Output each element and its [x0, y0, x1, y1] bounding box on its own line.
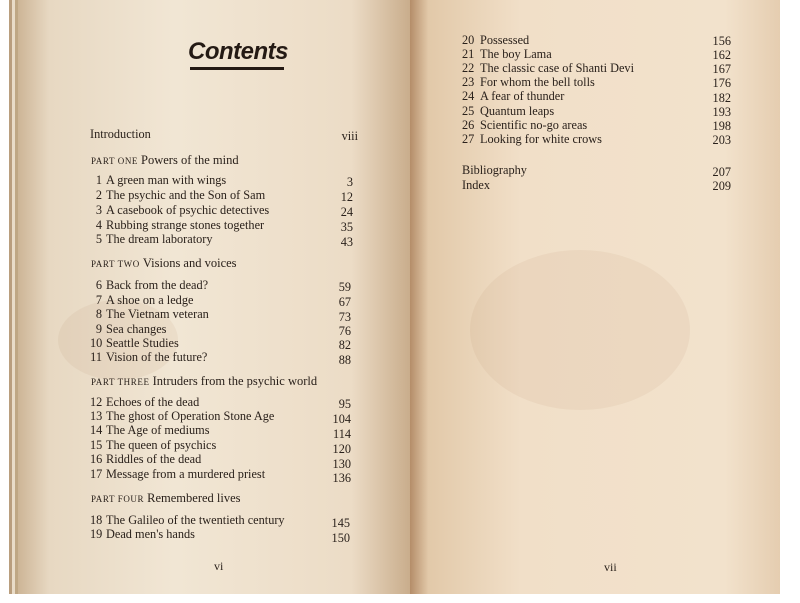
toc-page-number: 130 [332, 457, 351, 471]
toc-page-number: 67 [338, 295, 351, 309]
chapter-number: 26 [462, 118, 475, 132]
toc-chapter[interactable] [90, 395, 199, 409]
toc-chapter[interactable] [90, 203, 269, 217]
toc-chapter[interactable] [90, 513, 285, 527]
toc-label: Bibliography [462, 163, 527, 177]
toc-chapter[interactable] [462, 47, 552, 61]
toc-page-number: 145 [331, 516, 350, 530]
chapter-title: A fear of thunder [480, 89, 565, 103]
chapter-number: 6 [95, 278, 102, 292]
chapter-number: 11 [90, 350, 102, 364]
toc-chapter[interactable] [462, 33, 529, 47]
part-prefix: PART FOUR [91, 494, 145, 504]
chapter-number: 13 [90, 409, 103, 423]
chapter-title: The classic case of Shanti Devi [480, 61, 634, 75]
chapter-number: 21 [462, 47, 475, 61]
chapter-number: 3 [95, 203, 102, 217]
toc-page-number: 24 [340, 205, 353, 219]
part-heading [91, 491, 241, 506]
chapter-number: 16 [90, 452, 103, 466]
toc-chapter[interactable] [90, 467, 265, 481]
toc-page-number: 104 [332, 412, 351, 426]
chapter-number: 2 [95, 188, 102, 202]
chapter-title: The psychic and the Son of Sam [106, 188, 266, 202]
chapter-title: Quantum leaps [480, 104, 555, 118]
chapter-number: 19 [90, 527, 103, 541]
toc-page-number: 73 [338, 310, 351, 324]
chapter-number: 27 [462, 132, 475, 146]
toc-introduction[interactable] [90, 127, 151, 141]
toc-page-number: 59 [338, 280, 351, 294]
chapter-number: 22 [462, 61, 475, 75]
chapter-title: Dead men's hands [106, 527, 195, 541]
chapter-number: 12 [90, 395, 103, 409]
chapter-title: Seattle Studies [106, 336, 179, 350]
chapter-title: A casebook of psychic detectives [106, 203, 270, 217]
toc-chapter[interactable] [90, 336, 179, 350]
toc-page-number: 76 [338, 324, 351, 338]
chapter-number: 5 [95, 232, 102, 246]
page-stain [470, 250, 690, 410]
toc-page-number: 207 [712, 165, 731, 179]
toc-page-number: 35 [340, 220, 353, 234]
chapter-number: 8 [95, 307, 102, 321]
toc-page-number: 88 [338, 353, 351, 367]
chapter-title: Back from the dead? [106, 278, 209, 292]
chapter-title: Message from a murdered priest [106, 467, 266, 481]
chapter-title: Echoes of the dead [106, 395, 200, 409]
chapter-title: Sea changes [106, 322, 167, 336]
toc-chapter[interactable] [462, 104, 554, 118]
toc-page-number: 3 [346, 175, 353, 189]
toc-chapter[interactable] [462, 118, 587, 132]
open-book [14, 0, 780, 594]
chapter-number: 25 [462, 104, 475, 118]
part-name: Remembered lives [147, 491, 241, 505]
toc-page-number: 82 [338, 338, 351, 352]
title-underline [190, 67, 284, 70]
toc-page-number: 156 [712, 34, 731, 48]
toc-chapter[interactable] [90, 423, 209, 437]
toc-page-number: 162 [712, 48, 731, 62]
chapter-number: 18 [90, 513, 103, 527]
left-page [18, 0, 410, 594]
part-prefix: PART ONE [91, 156, 139, 166]
chapter-number: 17 [90, 467, 103, 481]
toc-page-number: 203 [712, 133, 731, 147]
toc-chapter[interactable] [90, 278, 208, 292]
toc-chapter[interactable] [90, 527, 195, 541]
part-name: Intruders from the psychic world [152, 374, 318, 388]
toc-chapter[interactable] [90, 218, 264, 232]
chapter-title: Looking for white crows [480, 132, 602, 146]
chapter-title: Rubbing strange stones together [106, 218, 265, 232]
chapter-title: Riddles of the dead [106, 452, 202, 466]
toc-page-number: viii [341, 129, 358, 143]
toc-page-number: 176 [712, 76, 731, 90]
chapter-title: The dream laboratory [106, 232, 213, 246]
toc-page-number: 43 [340, 235, 353, 249]
toc-page-number: 167 [712, 62, 731, 76]
toc-chapter[interactable] [462, 89, 564, 103]
chapter-title: The Age of mediums [106, 423, 210, 437]
chapter-title: The Vietnam veteran [106, 307, 209, 321]
toc-page-number: 182 [712, 91, 731, 105]
toc-page-number: 198 [712, 119, 731, 133]
chapter-title: A green man with wings [106, 173, 227, 187]
toc-page-number: 136 [332, 471, 351, 485]
chapter-number: 23 [462, 75, 475, 89]
chapter-number: 9 [95, 322, 102, 336]
page-folio: vi [214, 559, 224, 573]
toc-page-number: 12 [340, 190, 353, 204]
right-page [410, 0, 780, 594]
part-prefix: PART THREE [91, 377, 150, 387]
chapter-number: 7 [95, 293, 102, 307]
toc-page-number: 95 [338, 397, 351, 411]
toc-chapter[interactable] [90, 452, 201, 466]
toc-page-number: 193 [712, 105, 731, 119]
toc-index[interactable] [462, 178, 490, 192]
page-folio: vii [604, 560, 617, 574]
toc-label: Index [462, 178, 490, 192]
chapter-number: 4 [95, 218, 102, 232]
chapter-title: A shoe on a ledge [106, 293, 194, 307]
chapter-title: The Galileo of the twentieth century [106, 513, 285, 527]
toc-chapter[interactable] [462, 75, 595, 89]
chapter-title: For whom the bell tolls [480, 75, 595, 89]
part-name: Powers of the mind [141, 153, 239, 167]
toc-chapter[interactable] [90, 350, 207, 364]
toc-chapter[interactable] [90, 232, 213, 246]
toc-page-number: 209 [712, 179, 731, 193]
part-heading [91, 374, 317, 389]
chapter-number: 14 [90, 423, 103, 437]
chapter-number: 15 [90, 438, 103, 452]
chapter-title: Scientific no-go areas [480, 118, 588, 132]
toc-label: Introduction [90, 127, 151, 141]
chapter-number: 20 [462, 33, 475, 47]
chapter-title: The ghost of Operation Stone Age [106, 409, 275, 423]
chapter-number: 1 [95, 173, 102, 187]
page-title: Contents [188, 38, 288, 65]
toc-chapter[interactable] [90, 438, 216, 452]
chapter-title: The queen of psychics [106, 438, 217, 452]
toc-page-number: 120 [332, 442, 351, 456]
part-name: Visions and voices [142, 256, 237, 270]
toc-chapter[interactable] [90, 293, 193, 307]
toc-page-number: 150 [331, 531, 350, 545]
part-prefix: PART TWO [91, 259, 140, 269]
chapter-number: 24 [462, 89, 475, 103]
toc-bibliography[interactable] [462, 163, 527, 177]
chapter-title: Possessed [480, 33, 530, 47]
part-heading [91, 153, 239, 168]
toc-chapter[interactable] [462, 132, 602, 146]
toc-chapter[interactable] [90, 322, 166, 336]
toc-chapter[interactable] [462, 61, 634, 75]
chapter-title: Vision of the future? [106, 350, 208, 364]
toc-chapter[interactable] [90, 409, 274, 423]
chapter-number: 10 [90, 336, 103, 350]
toc-chapter[interactable] [90, 307, 209, 321]
chapter-title: The boy Lama [480, 47, 552, 61]
toc-chapter[interactable] [90, 188, 265, 202]
toc-page-number: 114 [333, 427, 351, 441]
toc-chapter[interactable] [90, 173, 226, 187]
part-heading [91, 256, 237, 271]
